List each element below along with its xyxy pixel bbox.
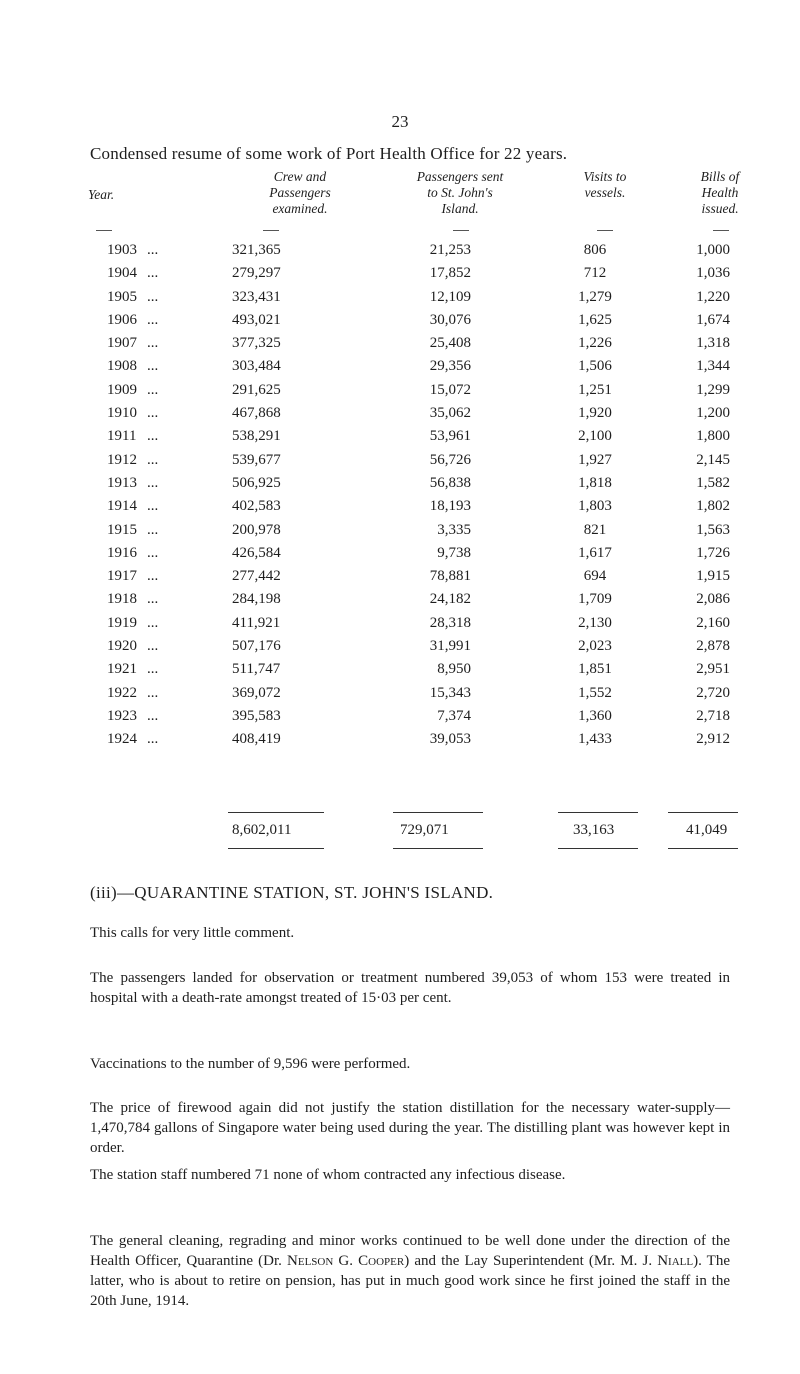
year-cell: 1920 <box>107 638 137 655</box>
bills-cell: 2,718 <box>696 707 730 724</box>
crew-passengers-cell: 377,325 <box>232 335 281 352</box>
crew-passengers-cell: 284,198 <box>232 591 281 608</box>
sum-rule <box>393 812 483 813</box>
leader-dots: ... <box>147 288 159 305</box>
table-row <box>0 312 800 335</box>
passengers-sent-cell: 39,053 <box>429 731 471 748</box>
visits-cell: 1,433 <box>578 731 612 748</box>
table-row <box>0 452 800 475</box>
leader-dots: ... <box>147 474 159 491</box>
total-crew-passengers: 8,602,011 <box>232 822 292 838</box>
leader-dots: ... <box>147 521 159 538</box>
leader-dots: ... <box>147 498 159 515</box>
visits-cell: 1,803 <box>578 498 612 515</box>
crew-passengers-cell: 506,925 <box>232 474 281 491</box>
year-cell: 1904 <box>107 265 137 282</box>
table-row <box>0 615 800 638</box>
paragraph: The general cleaning, regrading and minor works continued to be well done under the direction of the Health Officer, Quarantine (Dr. Nelson G. Cooper) and the Lay Superintendent (Mr. M. J. Niall). The latter, who is about to retire on pension, has put in much good work since he first joined the staff in the 20th June, 1914. <box>90 1233 731 1309</box>
passengers-sent-cell: 24,182 <box>429 591 471 608</box>
passengers-sent-cell: 18,193 <box>429 498 471 515</box>
leader-dots: ... <box>147 638 159 655</box>
year-cell: 1921 <box>107 661 137 678</box>
crew-passengers-cell: 277,442 <box>232 568 281 585</box>
leader-dots: ... <box>147 451 159 468</box>
table-row <box>0 428 800 451</box>
crew-passengers-cell: 395,583 <box>232 707 281 724</box>
crew-passengers-cell: 200,978 <box>232 521 281 538</box>
crew-passengers-cell: 321,365 <box>232 242 281 258</box>
crew-passengers-cell: 411,921 <box>232 614 281 631</box>
visits-cell: 694 <box>583 568 607 585</box>
passengers-sent-cell: 56,726 <box>429 451 471 468</box>
year-cell: 1908 <box>107 358 137 375</box>
leader-dots: ... <box>147 265 159 282</box>
table-row <box>0 522 800 545</box>
total-rule <box>393 848 483 849</box>
table-row <box>0 545 800 568</box>
table-row <box>0 708 800 731</box>
leader-dots: ... <box>147 428 159 445</box>
passengers-sent-cell: 28,318 <box>429 614 471 631</box>
leader-dots: ... <box>147 684 159 701</box>
bills-cell: 1,674 <box>696 311 730 328</box>
sum-rule <box>668 812 738 813</box>
bills-cell: 1,915 <box>696 568 730 585</box>
table-row <box>0 289 800 312</box>
paragraph: The station staff numbered 71 none of whom contracted any infectious disease. <box>90 1167 566 1183</box>
visits-cell: 2,130 <box>578 614 612 631</box>
visits-cell: 1,709 <box>578 591 612 608</box>
bills-cell: 2,912 <box>696 731 730 748</box>
bills-cell: 2,720 <box>696 684 730 701</box>
year-cell: 1918 <box>107 591 137 608</box>
crew-passengers-cell: 493,021 <box>232 311 281 328</box>
table-row <box>0 498 800 521</box>
person-name: Nelson G. Cooper <box>287 1253 405 1269</box>
crew-passengers-cell: 279,297 <box>232 265 281 282</box>
visits-cell: 1,617 <box>578 544 612 561</box>
visits-cell: 806 <box>583 242 607 258</box>
bills-cell: 1,800 <box>696 428 730 445</box>
bills-cell: 2,878 <box>696 638 730 655</box>
crew-passengers-cell: 408,419 <box>232 731 281 748</box>
leader-dots: ... <box>147 707 159 724</box>
table-row <box>0 265 800 288</box>
table-row <box>0 335 800 358</box>
year-cell: 1906 <box>107 311 137 328</box>
crew-passengers-cell: 511,747 <box>232 661 281 678</box>
header-dash <box>713 230 729 231</box>
crew-passengers-cell: 426,584 <box>232 544 281 561</box>
passengers-sent-cell: 15,343 <box>429 684 471 701</box>
bills-cell: 2,086 <box>696 591 730 608</box>
passengers-sent-cell: 78,881 <box>429 568 471 585</box>
leader-dots: ... <box>147 731 159 748</box>
passengers-sent-cell: 31,991 <box>429 638 471 655</box>
bills-cell: 1,036 <box>696 265 730 282</box>
visits-cell: 2,023 <box>578 638 612 655</box>
bills-cell: 1,802 <box>696 498 730 515</box>
paragraph: This calls for very little comment. <box>90 925 295 941</box>
header-bills-of-health: Bills of Health issued. <box>700 169 740 216</box>
passengers-sent-cell: 25,408 <box>429 335 471 352</box>
paragraph: The price of firewood again did not justify the station distillation for the necessary water-supply—1,470,784 gallons of Singapore water being used during the year. The distilling plant was however kept in order. <box>90 1100 730 1156</box>
year-cell: 1909 <box>107 381 137 398</box>
passengers-sent-cell: 7,374 <box>437 707 471 724</box>
visits-cell: 2,100 <box>578 428 612 445</box>
visits-cell: 1,552 <box>578 684 612 701</box>
header-passengers-sent: Passengers sent to St. John's Island. <box>416 169 504 216</box>
crew-passengers-cell: 538,291 <box>232 428 281 445</box>
crew-passengers-cell: 539,677 <box>232 451 281 468</box>
leader-dots: ... <box>147 381 159 398</box>
crew-passengers-cell: 467,868 <box>232 405 281 422</box>
sum-rule <box>558 812 638 813</box>
total-passengers-sent: 729,071 <box>400 822 449 838</box>
visits-cell: 1,625 <box>578 311 612 328</box>
bills-cell: 1,200 <box>696 405 730 422</box>
year-cell: 1913 <box>107 474 137 491</box>
visits-cell: 1,818 <box>578 474 612 491</box>
crew-passengers-cell: 323,431 <box>232 288 281 305</box>
leader-dots: ... <box>147 661 159 678</box>
visits-cell: 1,920 <box>578 405 612 422</box>
total-rule <box>668 848 738 849</box>
leader-dots: ... <box>147 358 159 375</box>
year-cell: 1917 <box>107 568 137 585</box>
visits-cell: 821 <box>583 521 607 538</box>
page-number: 23 <box>391 112 409 131</box>
table-row <box>0 382 800 405</box>
year-cell: 1907 <box>107 335 137 352</box>
bills-cell: 1,563 <box>696 521 730 538</box>
leader-dots: ... <box>147 614 159 631</box>
header-year: Year. <box>88 187 115 202</box>
bills-cell: 1,000 <box>696 242 730 258</box>
bills-cell: 2,951 <box>696 661 730 678</box>
bills-cell: 1,220 <box>696 288 730 305</box>
table-row <box>0 661 800 684</box>
year-cell: 1911 <box>107 428 137 445</box>
leader-dots: ... <box>147 311 159 328</box>
bills-cell: 1,726 <box>696 544 730 561</box>
total-rule <box>558 848 638 849</box>
visits-cell: 1,851 <box>578 661 612 678</box>
section-heading: (iii)—QUARANTINE STATION, ST. JOHN'S ISLAND. <box>90 883 494 902</box>
passengers-sent-cell: 56,838 <box>429 474 471 491</box>
year-cell: 1912 <box>107 451 137 468</box>
table-row <box>0 591 800 614</box>
leader-dots: ... <box>147 591 159 608</box>
leader-dots: ... <box>147 335 159 352</box>
leader-dots: ... <box>147 544 159 561</box>
header-dash <box>96 230 112 231</box>
year-cell: 1922 <box>107 684 137 701</box>
header-crew-passengers: Crew and Passengers examined. <box>269 169 331 216</box>
table-row <box>0 638 800 661</box>
visits-cell: 1,279 <box>578 288 612 305</box>
passengers-sent-cell: 17,852 <box>429 265 471 282</box>
year-cell: 1924 <box>107 731 137 748</box>
bills-cell: 2,145 <box>696 451 730 468</box>
passengers-sent-cell: 9,738 <box>437 544 471 561</box>
year-cell: 1916 <box>107 544 137 561</box>
leader-dots: ... <box>147 242 159 258</box>
bills-cell: 1,318 <box>696 335 730 352</box>
table-row <box>0 568 800 591</box>
bills-cell: 2,160 <box>696 614 730 631</box>
table-row <box>0 242 800 265</box>
crew-passengers-cell: 291,625 <box>232 381 281 398</box>
sum-rule <box>228 812 324 813</box>
visits-cell: 712 <box>583 265 607 282</box>
total-rule <box>228 848 324 849</box>
year-cell: 1903 <box>107 242 137 258</box>
table-row <box>0 358 800 381</box>
crew-passengers-cell: 303,484 <box>232 358 281 375</box>
passengers-sent-cell: 15,072 <box>429 381 471 398</box>
passengers-sent-cell: 35,062 <box>429 405 471 422</box>
total-visits: 33,163 <box>573 822 615 838</box>
year-cell: 1923 <box>107 707 137 724</box>
bills-cell: 1,582 <box>696 474 730 491</box>
table-title: Condensed resume of some work of Port Health Office for 22 years. <box>90 144 568 163</box>
passengers-sent-cell: 29,356 <box>429 358 471 375</box>
paragraph: The passengers landed for observation or treatment numbered 39,053 of whom 153 were treated in hospital with a death-rate amongst treated of 15·03 per cent. <box>90 970 730 1006</box>
header-dash <box>597 230 613 231</box>
year-cell: 1914 <box>107 498 137 515</box>
total-bills: 41,049 <box>686 822 728 838</box>
passengers-sent-cell: 53,961 <box>429 428 471 445</box>
table-row <box>0 731 800 754</box>
visits-cell: 1,927 <box>578 451 612 468</box>
header-visits: Visits to vessels. <box>583 169 627 200</box>
crew-passengers-cell: 369,072 <box>232 684 281 701</box>
year-cell: 1915 <box>107 521 137 538</box>
visits-cell: 1,251 <box>578 381 612 398</box>
year-cell: 1919 <box>107 614 137 631</box>
header-dash <box>263 230 279 231</box>
year-cell: 1910 <box>107 405 137 422</box>
passengers-sent-cell: 21,253 <box>429 242 471 258</box>
crew-passengers-cell: 402,583 <box>232 498 281 515</box>
leader-dots: ... <box>147 405 159 422</box>
table-row <box>0 685 800 708</box>
paragraph: Vaccinations to the number of 9,596 were performed. <box>90 1056 411 1072</box>
table-row <box>0 405 800 428</box>
visits-cell: 1,360 <box>578 707 612 724</box>
passengers-sent-cell: 30,076 <box>429 311 471 328</box>
bills-cell: 1,344 <box>696 358 730 375</box>
bills-cell: 1,299 <box>696 381 730 398</box>
header-dash <box>453 230 469 231</box>
data-table-body <box>0 242 800 755</box>
crew-passengers-cell: 507,176 <box>232 638 281 655</box>
visits-cell: 1,506 <box>578 358 612 375</box>
passengers-sent-cell: 8,950 <box>437 661 471 678</box>
person-name: Niall <box>657 1253 694 1269</box>
passengers-sent-cell: 12,109 <box>429 288 471 305</box>
passengers-sent-cell: 3,335 <box>437 521 471 538</box>
leader-dots: ... <box>147 568 159 585</box>
visits-cell: 1,226 <box>578 335 612 352</box>
table-row <box>0 475 800 498</box>
year-cell: 1905 <box>107 288 137 305</box>
